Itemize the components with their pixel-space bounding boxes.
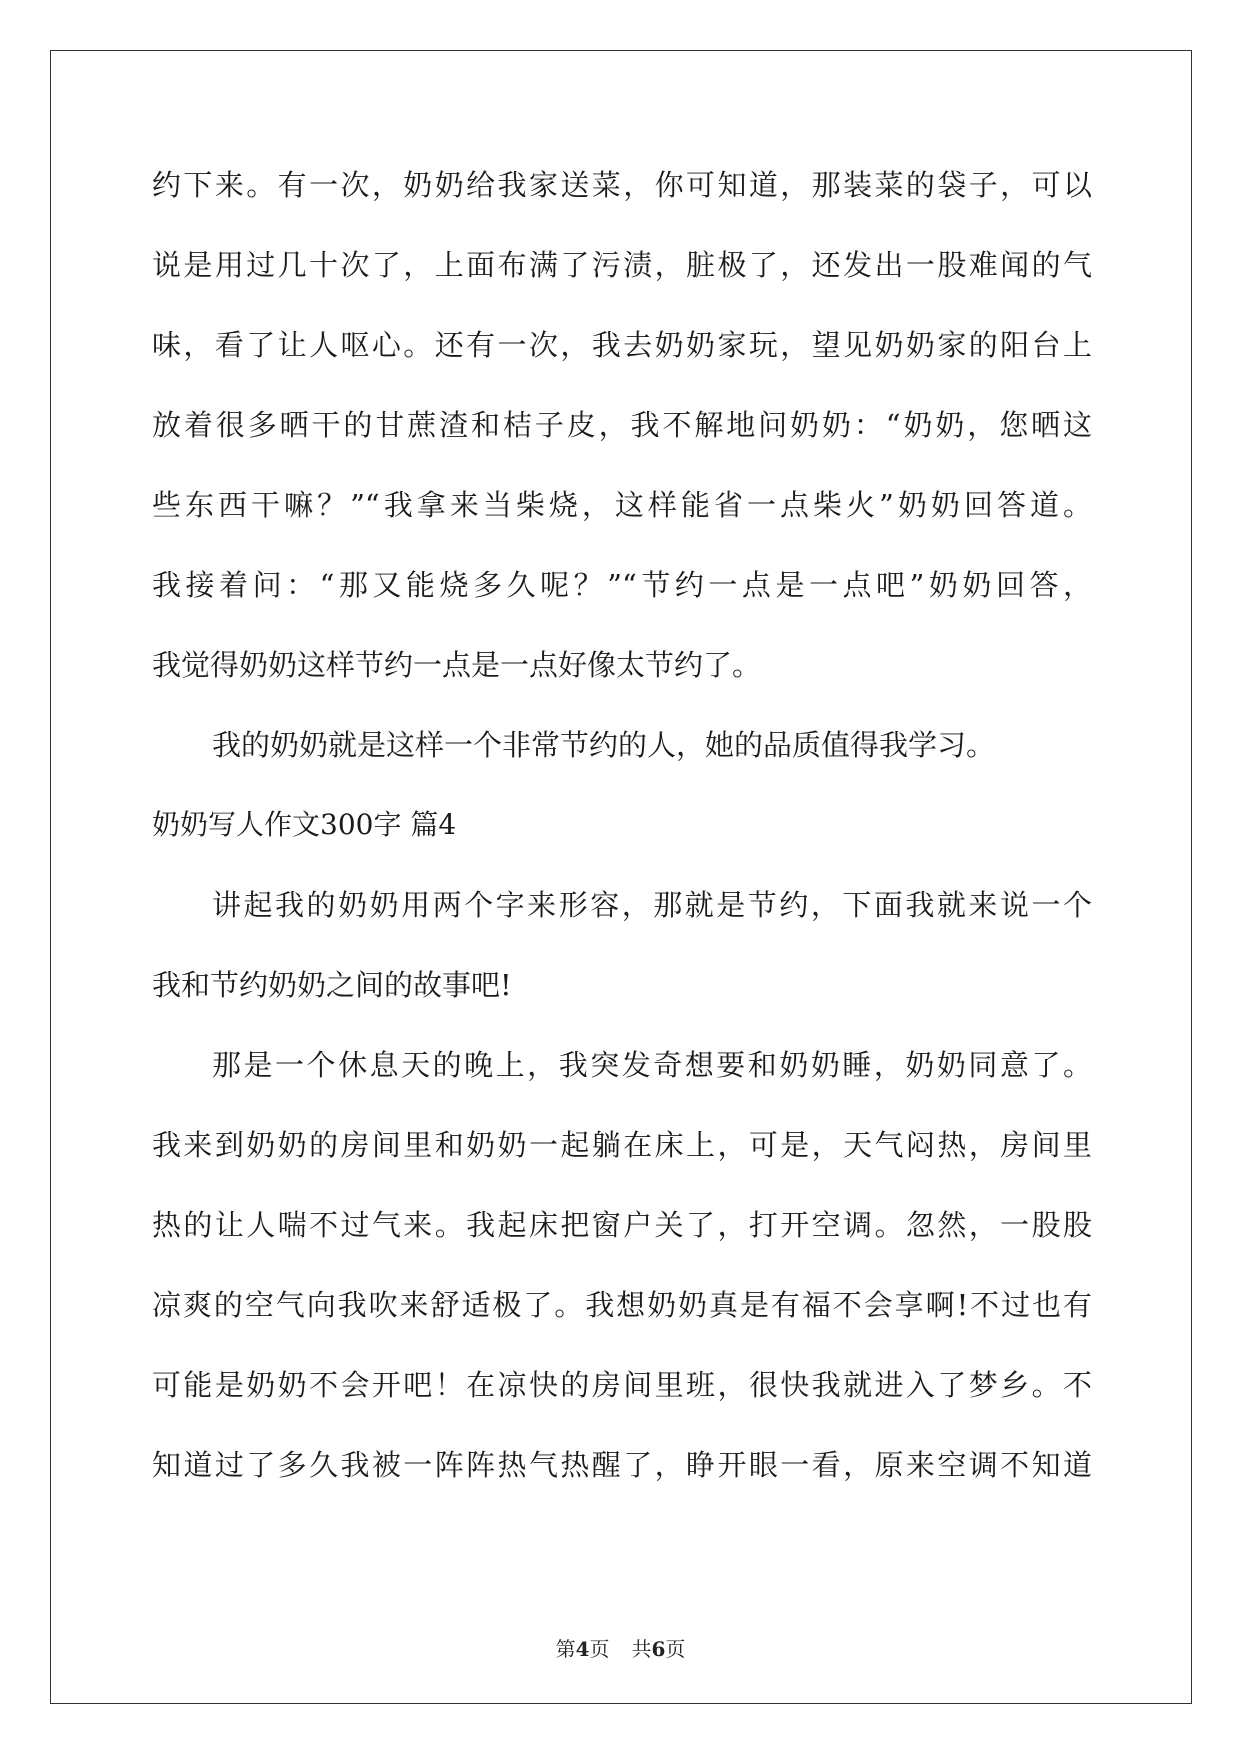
text-line: 凉爽的空气向我吹来舒适极了。我想奶奶真是有福不会享啊!不过也有 — [152, 1288, 1092, 1322]
text-line: 味，看了让人呕心。还有一次，我去奶奶家玩，望见奶奶家的阳台上 — [152, 328, 1092, 362]
text-line: 放着很多晒干的甘蔗渣和桔子皮，我不解地问奶奶：“奶奶，您晒这 — [152, 408, 1092, 442]
paragraph-start-line: 我的奶奶就是这样一个非常节约的人，她的品质值得我学习。 — [212, 728, 996, 762]
text-line: 热的让人喘不过气来。我起床把窗户关了，打开空调。忽然，一股股 — [152, 1208, 1092, 1242]
text-line: 我和节约奶奶之间的故事吧! — [152, 968, 512, 1002]
footer-total-unit: 页 — [665, 1637, 686, 1661]
page-footer — [0, 1633, 1241, 1662]
footer-page-unit: 页 — [589, 1637, 610, 1661]
text-line: 说是用过几十次了，上面布满了污渍，脏极了，还发出一股难闻的气 — [152, 248, 1092, 282]
text-line: 我来到奶奶的房间里和奶奶一起躺在床上，可是，天气闷热，房间里 — [152, 1128, 1092, 1162]
text-line: 些东西干嘛？”“我拿来当柴烧，这样能省一点柴火”奶奶回答道。 — [152, 488, 1092, 522]
footer-prefix: 第 — [555, 1637, 576, 1661]
text-line: 约下来。有一次，奶奶给我家送菜，你可知道，那装菜的袋子，可以 — [152, 168, 1092, 202]
footer-total-prefix: 共 — [631, 1637, 652, 1661]
text-line: 我接着问：“那又能烧多久呢？”“节约一点是一点吧”奶奶回答， — [152, 568, 1092, 602]
section-heading: 奶奶写人作文300字 篇4 — [152, 808, 457, 841]
text-line: 我觉得奶奶这样节约一点是一点好像太节约了。 — [152, 648, 762, 682]
current-page-number: 4 — [575, 1637, 590, 1661]
document-body — [152, 160, 1092, 1520]
total-page-number: 6 — [651, 1637, 666, 1661]
paragraph-start-line: 讲起我的奶奶用两个字来形容，那就是节约，下面我就来说一个 — [212, 888, 1092, 922]
text-line: 可能是奶奶不会开吧！在凉快的房间里班，很快我就进入了梦乡。不 — [152, 1368, 1092, 1402]
text-line: 知道过了多久我被一阵阵热气热醒了，睁开眼一看，原来空调不知道 — [152, 1448, 1092, 1482]
paragraph-start-line: 那是一个休息天的晚上，我突发奇想要和奶奶睡，奶奶同意了。 — [212, 1048, 1092, 1082]
